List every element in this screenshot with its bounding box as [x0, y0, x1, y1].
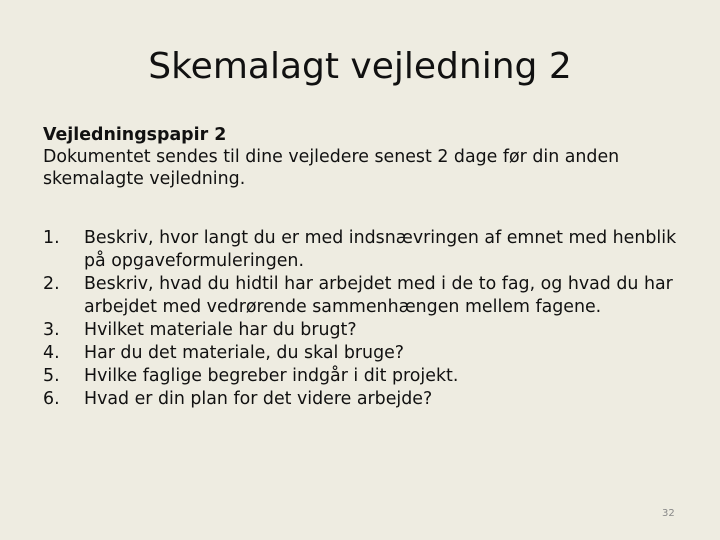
slide-title: Skemalagt vejledning 2	[148, 46, 572, 87]
list-item-text: Hvilke faglige begreber indgår i dit projekt.	[84, 366, 459, 386]
list-item-number: 4.	[43, 343, 60, 363]
list-item	[43, 319, 683, 342]
intro-block	[43, 124, 683, 190]
list-item-text: Hvilket materiale har du brugt?	[84, 320, 357, 340]
intro-body: Dokumentet sendes til dine vejledere senest 2 dage før din anden skemalagte vejledning.	[43, 147, 620, 189]
page-number: 32	[662, 508, 675, 519]
list-item	[43, 227, 683, 273]
list-item-text: Beskriv, hvor langt du er med indsnævringen af emnet med henblik på opgaveformuleringen.	[84, 228, 677, 271]
list-item-text: Har du det materiale, du skal bruge?	[84, 343, 405, 363]
steps-list	[43, 227, 683, 411]
list-item	[43, 365, 683, 388]
list-item-number: 2.	[43, 274, 60, 294]
list-item-text: Hvad er din plan for det videre arbejde?	[84, 389, 433, 409]
list-item	[43, 273, 683, 319]
intro-heading: Vejledningspapir 2	[43, 125, 227, 145]
list-item	[43, 388, 683, 411]
list-item-number: 1.	[43, 228, 60, 248]
list-item-number: 5.	[43, 366, 60, 386]
list-item	[43, 342, 683, 365]
list-item-text: Beskriv, hvad du hidtil har arbejdet med i de to fag, og hvad du har arbejdet med vedrørende sammenhængen mellem fagene.	[84, 274, 673, 317]
list-item-number: 6.	[43, 389, 60, 409]
list-item-number: 3.	[43, 320, 60, 340]
